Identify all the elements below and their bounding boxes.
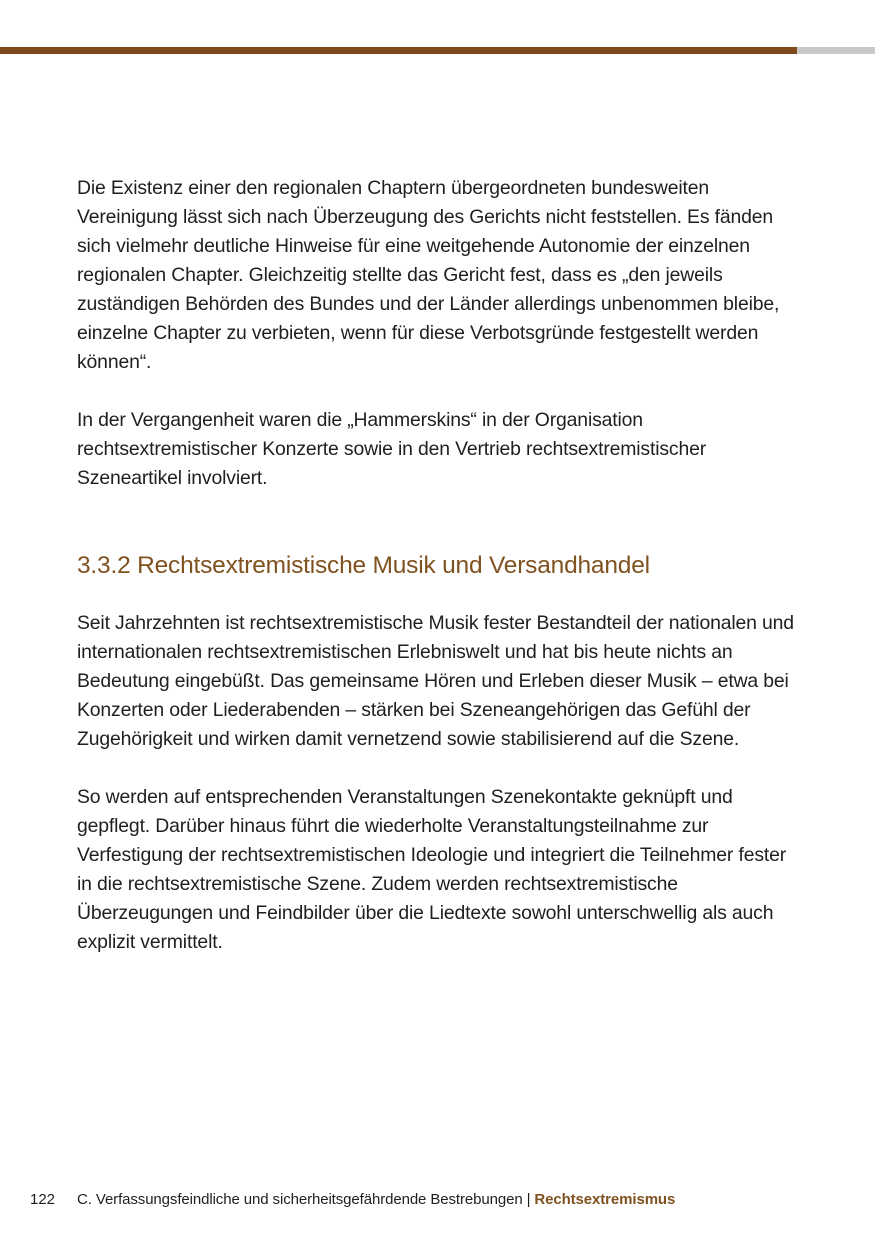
header-grey-bar <box>797 47 875 54</box>
paragraph: In der Vergangenheit waren die „Hammerskins“ in der Organisation rechtsextremistischer Konzerte sowie in den Vertrieb rechtsextremistischer Szeneartikel involviert. <box>77 409 707 489</box>
header-accent-bar <box>0 47 797 54</box>
page-content <box>77 174 799 957</box>
footer-section: Rechtsextremismus <box>534 1191 676 1208</box>
paragraph: Seit Jahrzehnten ist rechtsextremistische Musik fester Bestandteil der nationalen und internationalen rechtsextremistischen Erlebniswelt und hat bis heute nichts an Bedeutung eingebüßt. Das gemeinsame Hören und Erleben dieser Musik – etwa bei Konzerten oder Liederabenden – stärken bei Szeneangehörigen das Gefühl der Zugehörigkeit und wirken damit vernetzend sowie stabilisierend auf die Szene. <box>77 612 794 750</box>
paragraph: Die Existenz einer den regionalen Chaptern übergeordneten bundesweiten Vereinigung lässt sich nach Überzeugung des Gerichts nicht feststellen. Es fänden sich vielmehr deutliche Hinweise für eine weitgehende Autonomie der einzelnen regionalen Chapter. Gleichzeitig stellte das Gericht fest, dass es „den jeweils zuständigen Behörden des Bundes und der Länder allerdings unbenommen bleibe, einzelne Chapter zu verbieten, wenn für diese Verbotsgründe festgestellt werden können“. <box>77 177 780 373</box>
footer-chapter: C. Verfassungsfeindliche und sicherheitsgefährdende Bestrebungen <box>77 1191 523 1208</box>
page-footer <box>0 1188 875 1212</box>
section-heading: 3.3.2 Rechtsextremistische Musik und Versandhandel <box>77 552 650 579</box>
running-footer <box>77 1188 675 1212</box>
page-number: 122 <box>30 1191 56 1208</box>
paragraph: So werden auf entsprechenden Veranstaltungen Szenekontakte geknüpft und gepflegt. Darüber hinaus führt die wiederholte Veranstaltungsteilnahme zur Verfestigung der rechtsextremistischen Ideologie und integriert die Teilnehmer fester in die rechtsextremistische Szene. Zudem werden rechtsextremistische Überzeugungen und Feindbilder über die Liedtexte sowohl unterschwellig als auch explizit vermittelt. <box>77 786 787 953</box>
footer-separator: | <box>526 1191 531 1208</box>
